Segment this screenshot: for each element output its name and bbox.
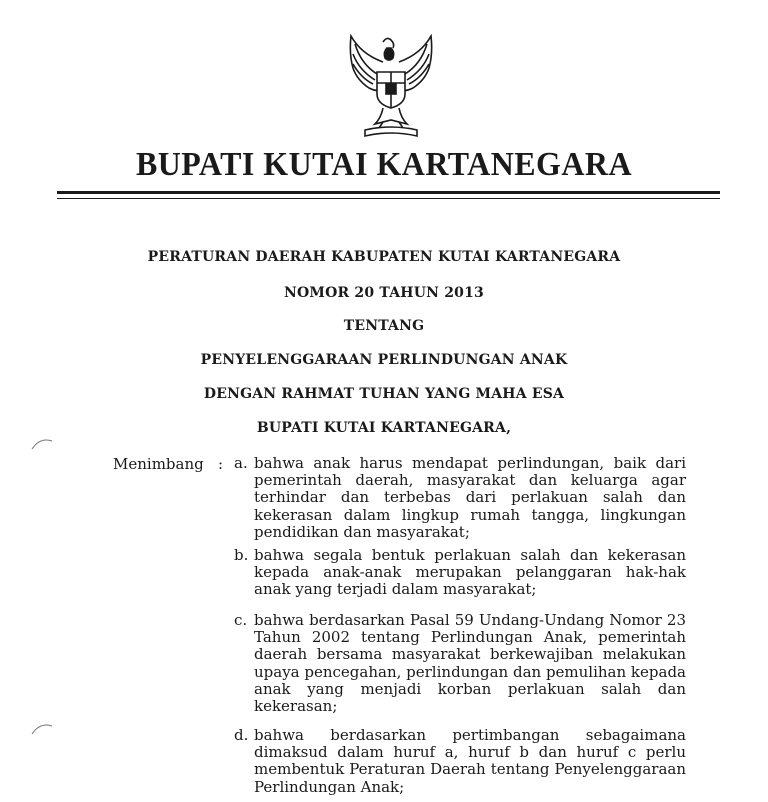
regulation-number: NOMOR 20 TAHUN 2013 — [284, 285, 484, 301]
consideration-item-d — [234, 727, 686, 796]
garuda-emblem-icon — [343, 34, 439, 138]
item-text: bahwa berdasarkan Pasal 59 Undang-Undang Nomor 23 Tahun 2002 tentang Perlindungan Anak, pemerintah daerah bersama masyarakat berkewajiban melakukan upaya pencegahan, perlindungan dan pemulihan kepada anak yang menjadi korban perlakuan salah dan kekerasan; — [254, 611, 686, 716]
item-marker: c. — [234, 611, 248, 629]
consideration-item-c — [234, 612, 686, 715]
item-text: bahwa segala bentuk perlakuan salah dan kekerasan kepada anak-anak merupakan pelanggaran hak-hak anak yang terjadi dalam masyarakat; — [254, 546, 686, 599]
item-marker: a. — [234, 454, 248, 472]
header-rule-thin — [57, 198, 720, 199]
item-marker: d. — [234, 726, 249, 744]
punch-hole-mark — [30, 437, 54, 451]
header-rule-thick — [57, 191, 720, 194]
blessing-heading: DENGAN RAHMAT TUHAN YANG MAHA ESA — [203, 386, 565, 402]
considering-label: Menimbang — [113, 455, 204, 473]
item-text: bahwa anak harus mendapat perlindungan, baik dari pemerintah daerah, masyarakat dan keluarga agar terhindar dan terbebas dari perlakuan salah dan kekerasan dalam lingkup rumah tangga, lingkungan pendidikan dan masyarakat; — [254, 454, 686, 541]
consideration-item-a — [234, 455, 686, 541]
about-heading: TENTANG — [343, 318, 425, 334]
regent-heading: BUPATI KUTAI KARTANEGARA, — [256, 420, 512, 436]
regent-title: BUPATI KUTAI KARTANEGARA — [135, 146, 633, 183]
punch-hole-mark — [30, 722, 54, 736]
subject-heading: PENYELENGGARAAN PERLINDUNGAN ANAK — [200, 352, 568, 368]
item-text: bahwa berdasarkan pertimbangan sebagaimana dimaksud dalam huruf a, huruf b dan huruf c perlu membentuk Peraturan Daerah tentang Penyelenggaraan Perlindungan Anak; — [254, 726, 686, 796]
consideration-item-b — [234, 547, 686, 599]
considering-colon: : — [218, 455, 224, 473]
regulation-heading: PERATURAN DAERAH KABUPATEN KUTAI KARTANEGARA — [147, 249, 621, 265]
item-marker: b. — [234, 546, 249, 564]
